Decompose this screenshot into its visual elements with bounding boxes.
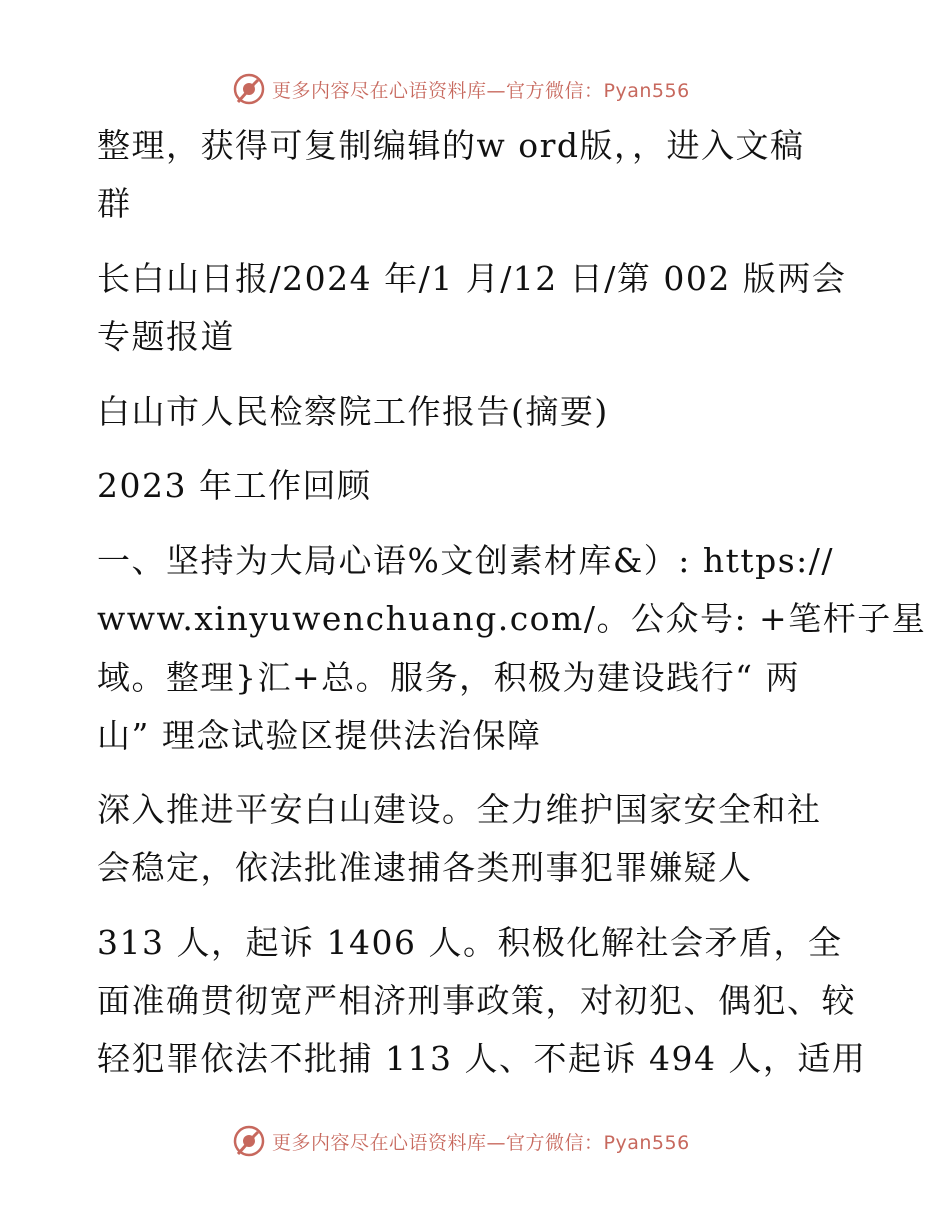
page-header xyxy=(0,70,950,110)
text-line: 山” 理念试验区提供法治保障 xyxy=(97,716,542,755)
text-line: 面准确贯彻宽严相济刑事政策，对初犯、偶犯、较 xyxy=(97,981,856,1020)
text-line: 深入推进平安白山建设。全力维护国家安全和社 xyxy=(97,790,822,829)
text-line: 长白山日报/2024 年/1 月/12 日/第 002 版两会 xyxy=(97,259,847,298)
footer-watermark-text: 更多内容尽在心语资料库—官方微信：Pyan556 xyxy=(272,1132,690,1154)
text-line: 专题报道 xyxy=(97,317,235,356)
text-line: 2023 年工作回顾 xyxy=(97,466,372,505)
pen-logo-icon xyxy=(232,72,266,106)
pen-logo-icon xyxy=(232,1124,266,1158)
header-watermark-text: 更多内容尽在心语资料库—官方微信：Pyan556 xyxy=(272,80,690,102)
text-line: 一、坚持为大局心语%文创素材库&）: https:// xyxy=(97,541,835,580)
text-line: 313 人，起诉 1406 人。积极化解社会矛盾，全 xyxy=(97,923,843,962)
text-line: 会稳定，依法批准逮捕各类刑事犯罪嫌疑人 xyxy=(97,848,753,887)
text-line: 群 xyxy=(97,184,132,223)
text-line: 域。整理}汇+总。服务，积极为建设践行“ 两 xyxy=(97,658,801,697)
text-line: 轻犯罪依法不批捕 113 人、不起诉 494 人，适用 xyxy=(97,1039,867,1078)
page-footer xyxy=(0,1122,950,1162)
text-line: www.xinyuwenchuang.com/。公众号: +笔杆子星 xyxy=(97,599,927,638)
text-line: 整理，获得可复制编辑的w ord版，，进入文稿 xyxy=(97,126,805,165)
text-line: 白山市人民检察院工作报告(摘要) xyxy=(97,392,609,431)
